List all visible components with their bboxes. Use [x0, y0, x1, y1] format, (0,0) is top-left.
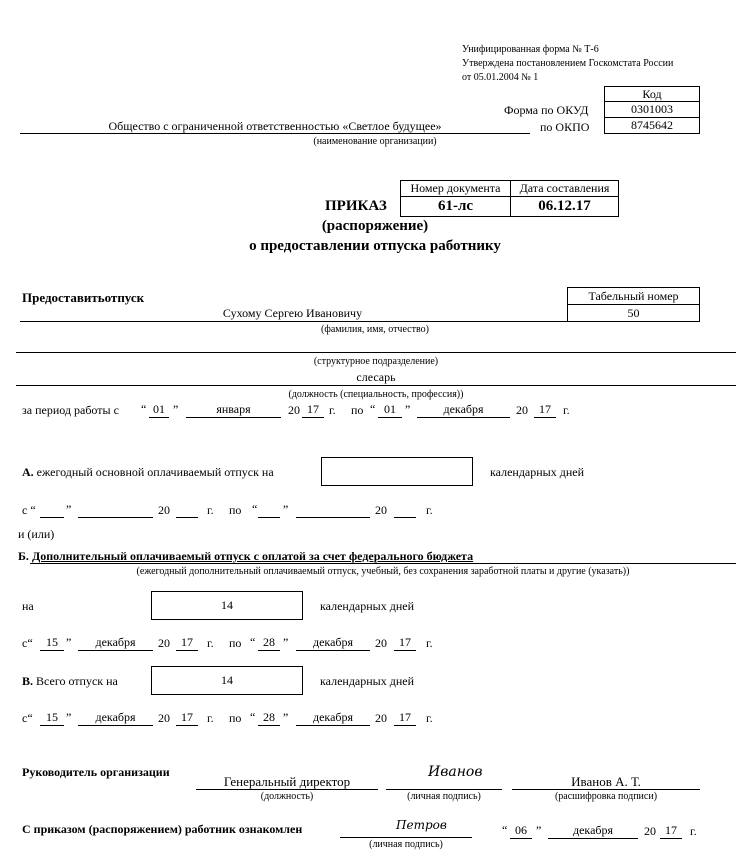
employee-signature-caption: (личная подпись) [369, 839, 443, 850]
code-header: Код [604, 86, 700, 102]
section-b-from-year: 17 [176, 635, 198, 651]
section-v-days: 14 [151, 666, 303, 695]
okpo-value: 8745642 [604, 117, 700, 134]
doc-date: 06.12.17 [510, 196, 619, 217]
section-b-to-day: 28 [258, 635, 280, 651]
organization-name: Общество с ограниченной ответственностью «Светлое будущее» [108, 119, 442, 133]
head-label: Руководитель организации [22, 765, 170, 779]
section-a-from-day [40, 502, 64, 518]
work-from-day: 01 [149, 402, 169, 418]
form-header-line3: от 05.01.2004 № 1 [462, 72, 539, 83]
section-v-days-unit: календарных дней [320, 674, 415, 688]
position-caption: (должность (специальность, профессия)) [288, 389, 464, 400]
section-a-days-unit: календарных дней [490, 465, 585, 479]
section-b-days-unit: календарных дней [320, 599, 415, 613]
section-b-to-month: декабря [296, 635, 370, 651]
section-b-caption: (ежегодный дополнительный оплачиваемый отпуск, учебный, без сохранения заработной платы и другие (указать)) [136, 566, 630, 577]
section-v-from-day: 15 [40, 710, 64, 726]
okpo-label: по ОКПО [540, 120, 590, 134]
grant-leave-label: Предоставитьотпуск [22, 290, 145, 305]
acquainted-month: декабря [548, 823, 638, 839]
work-to-month: декабря [417, 402, 510, 418]
work-to-day: 01 [378, 402, 402, 418]
okud-label: Форма по ОКУД [504, 103, 589, 117]
head-signature-caption: (личная подпись) [407, 791, 481, 802]
order-description: о предоставлении отпуска работнику [249, 238, 501, 254]
head-decoded: Иванов А. Т. [512, 774, 700, 790]
acquainted-label: С приказом (распоряжением) работник ознакомлен [22, 822, 303, 836]
doc-date-header: Дата составления [510, 180, 619, 197]
section-a-from-year [176, 502, 198, 518]
section-a-from-month [78, 502, 153, 518]
work-from-month: января [186, 402, 281, 418]
head-position: Генеральный директор [196, 774, 378, 790]
section-v-to-year: 17 [394, 710, 416, 726]
section-a-to-day [258, 502, 280, 518]
section-a-to-month [296, 502, 370, 518]
order-subtitle: (распоряжение) [321, 218, 429, 234]
section-v-to-month: декабря [296, 710, 370, 726]
tab-number: 50 [567, 304, 700, 322]
acquainted-day: 06 [510, 823, 532, 839]
department-caption: (структурное подразделение) [313, 356, 439, 367]
acquainted-year: 17 [660, 823, 682, 839]
head-position-caption: (должность) [260, 791, 314, 802]
name-caption: (фамилия, имя, отчество) [321, 324, 429, 335]
section-a-label: А. ежегодный основной оплачиваемый отпуск на [22, 465, 274, 479]
employee-name: Сухому Сергею Ивановичу [222, 306, 363, 320]
work-period-label: за период работы с [22, 403, 119, 417]
section-b-to-year: 17 [394, 635, 416, 651]
tab-number-header: Табельный номер [567, 287, 700, 305]
organization-caption: (наименование организации) [313, 136, 437, 147]
work-from-year: 17 [302, 402, 324, 418]
head-signature: Иванов [428, 764, 483, 780]
section-v-to-day: 28 [258, 710, 280, 726]
section-b-from-day: 15 [40, 635, 64, 651]
section-v-from-month: декабря [78, 710, 153, 726]
and-or-label: и (или) [18, 527, 55, 541]
employee-signature: Петров [396, 818, 447, 832]
form-header-line1: Унифицированная форма № Т-6 [462, 44, 599, 55]
head-decoded-caption: (расшифровка подписи) [554, 791, 658, 802]
doc-number: 61-лс [400, 196, 511, 217]
section-a-days-box [321, 457, 473, 486]
doc-number-header: Номер документа [400, 180, 511, 197]
order-title: ПРИКАЗ [325, 198, 387, 214]
section-v-label: В. Всего отпуск на [22, 674, 118, 688]
section-b-label: Б. Дополнительный оплачиваемый отпуск с оплатой за счет федерального бюджета [18, 549, 474, 563]
section-v-from-year: 17 [176, 710, 198, 726]
section-b-from-month: декабря [78, 635, 153, 651]
okud-value: 0301003 [604, 101, 700, 118]
work-to-year: 17 [534, 402, 556, 418]
section-a-to-year [394, 502, 416, 518]
section-b-days: 14 [151, 591, 303, 620]
form-header-line2: Утверждена постановлением Госкомстата России [462, 58, 674, 69]
employee-position: слесарь [356, 370, 396, 384]
